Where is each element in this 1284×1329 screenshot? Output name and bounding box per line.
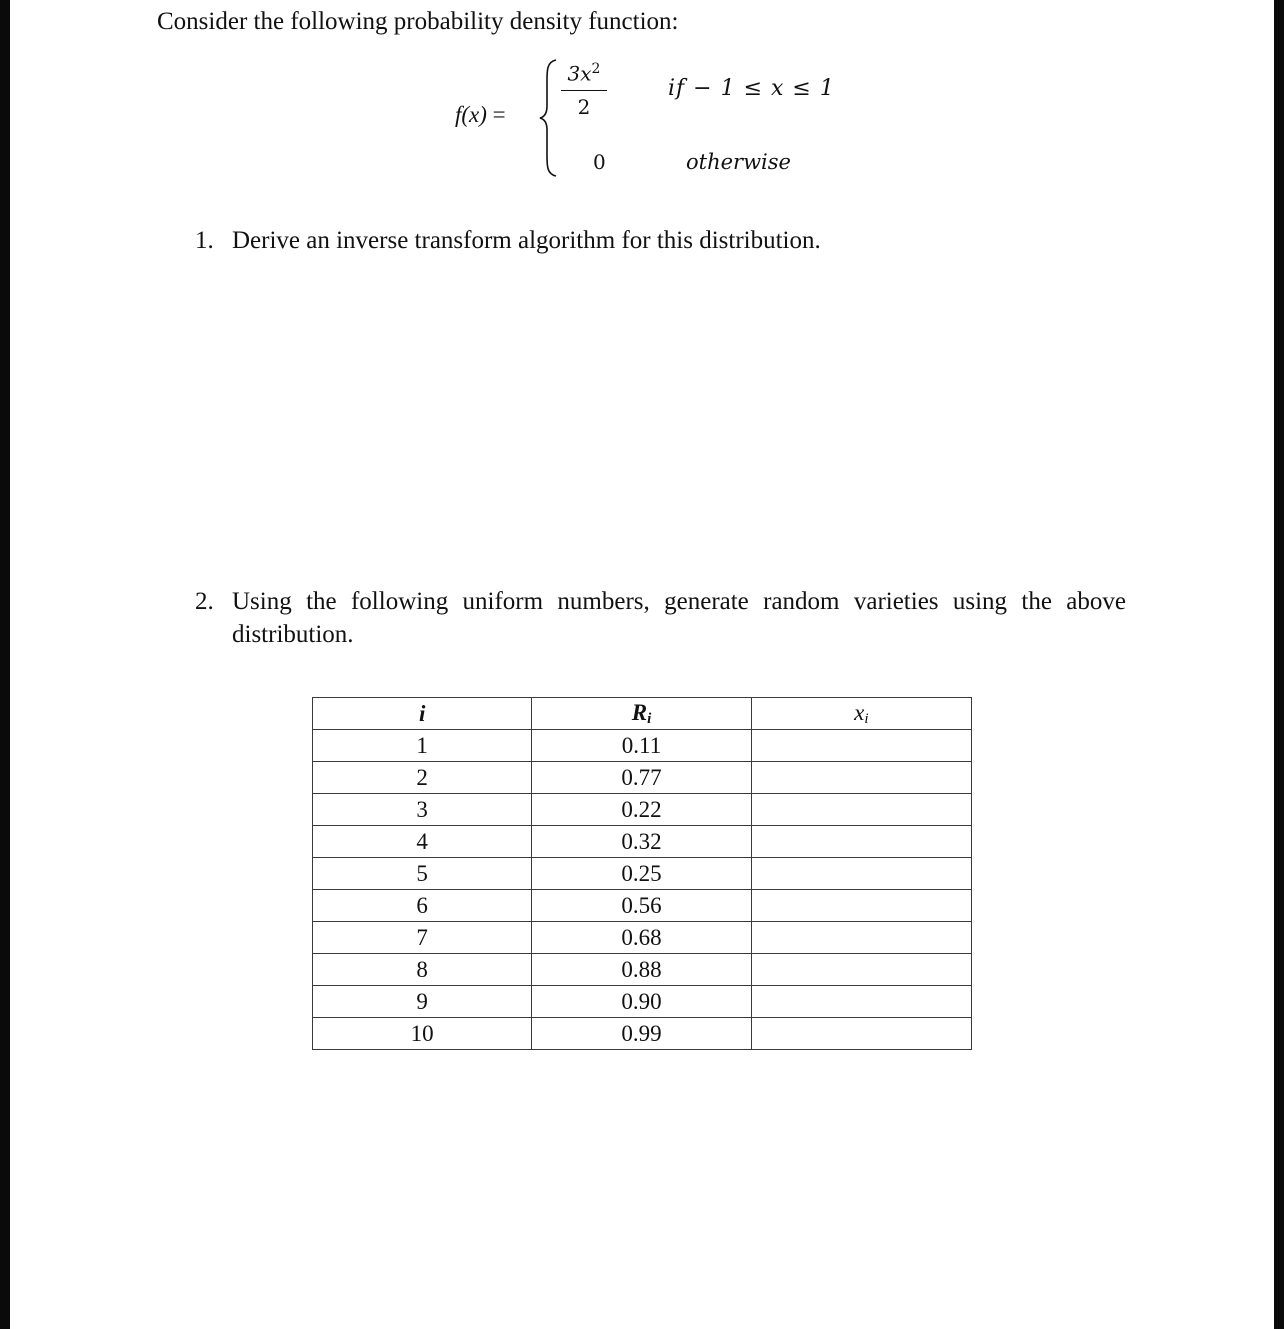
question-1 bbox=[195, 224, 1145, 258]
table-row bbox=[313, 826, 972, 858]
cell-r: 0.99 bbox=[532, 1018, 751, 1050]
table-row bbox=[313, 858, 972, 890]
cell-x[interactable] bbox=[751, 922, 971, 954]
header-r-label: R bbox=[631, 699, 648, 725]
cell-r: 0.22 bbox=[532, 794, 751, 826]
cell-r: 0.68 bbox=[532, 922, 751, 954]
cell-x[interactable] bbox=[751, 954, 971, 986]
case2-value: 0 bbox=[593, 150, 606, 174]
cell-i: 10 bbox=[313, 1018, 532, 1050]
table-row bbox=[313, 762, 972, 794]
header-x bbox=[751, 698, 971, 730]
numerator-base: 3x bbox=[567, 61, 592, 86]
question-2-text: Using the following uniform numbers, generate random varieties using the above distribution. bbox=[232, 588, 1126, 648]
header-i: i bbox=[313, 698, 532, 730]
case1-fraction bbox=[561, 56, 607, 119]
cell-x[interactable] bbox=[751, 730, 971, 762]
question-1-number: 1. bbox=[195, 227, 214, 254]
table-row bbox=[313, 1018, 972, 1050]
pdf-formula bbox=[10, 0, 1274, 200]
cell-r: 0.25 bbox=[532, 858, 751, 890]
table-row bbox=[313, 954, 972, 986]
cell-x[interactable] bbox=[751, 1018, 971, 1050]
cell-r: 0.88 bbox=[532, 954, 751, 986]
cell-i: 1 bbox=[313, 730, 532, 762]
cell-x[interactable] bbox=[751, 794, 971, 826]
header-r-sub: i bbox=[647, 710, 652, 727]
cell-r: 0.32 bbox=[532, 826, 751, 858]
table-row bbox=[313, 794, 972, 826]
fraction-numerator bbox=[561, 56, 607, 87]
table-row bbox=[313, 890, 972, 922]
question-2 bbox=[195, 585, 1145, 655]
cell-x[interactable] bbox=[751, 890, 971, 922]
random-variates-table bbox=[312, 697, 972, 1050]
numerator-exponent: 2 bbox=[591, 61, 601, 77]
intro-text: Consider the following probability density function: bbox=[157, 8, 679, 35]
question-1-text: Derive an inverse transform algorithm for this distribution. bbox=[232, 227, 821, 254]
cell-r: 0.11 bbox=[532, 730, 751, 762]
header-r bbox=[532, 698, 751, 730]
cell-i: 8 bbox=[313, 954, 532, 986]
cell-r: 0.90 bbox=[532, 986, 751, 1018]
cell-x[interactable] bbox=[751, 986, 971, 1018]
question-2-number: 2. bbox=[195, 588, 214, 615]
table-row bbox=[313, 730, 972, 762]
formula-lhs bbox=[455, 102, 506, 128]
cell-i: 9 bbox=[313, 986, 532, 1018]
formula-equals: = bbox=[492, 102, 506, 127]
cell-x[interactable] bbox=[751, 826, 971, 858]
cell-x[interactable] bbox=[751, 858, 971, 890]
fraction-denominator: 2 bbox=[577, 95, 591, 120]
cell-i: 2 bbox=[313, 762, 532, 794]
cell-r: 0.77 bbox=[532, 762, 751, 794]
header-x-sub: i bbox=[864, 710, 869, 727]
case1-condition: if − 1 ≤ x ≤ 1 bbox=[668, 76, 835, 101]
header-x-label: x bbox=[854, 699, 865, 725]
left-brace-icon bbox=[538, 58, 560, 178]
cell-i: 5 bbox=[313, 858, 532, 890]
table-header-row bbox=[313, 698, 972, 730]
table-row bbox=[313, 986, 972, 1018]
table-body bbox=[313, 730, 972, 1050]
document-page bbox=[10, 0, 1274, 1329]
cell-i: 6 bbox=[313, 890, 532, 922]
case2-condition: otherwise bbox=[686, 150, 791, 174]
cell-i: 7 bbox=[313, 922, 532, 954]
cell-x[interactable] bbox=[751, 762, 971, 794]
fraction-bar bbox=[561, 90, 607, 92]
cell-r: 0.56 bbox=[532, 890, 751, 922]
table-row bbox=[313, 922, 972, 954]
cell-i: 4 bbox=[313, 826, 532, 858]
cell-i: 3 bbox=[313, 794, 532, 826]
formula-lhs-label: f(x) bbox=[455, 102, 487, 127]
